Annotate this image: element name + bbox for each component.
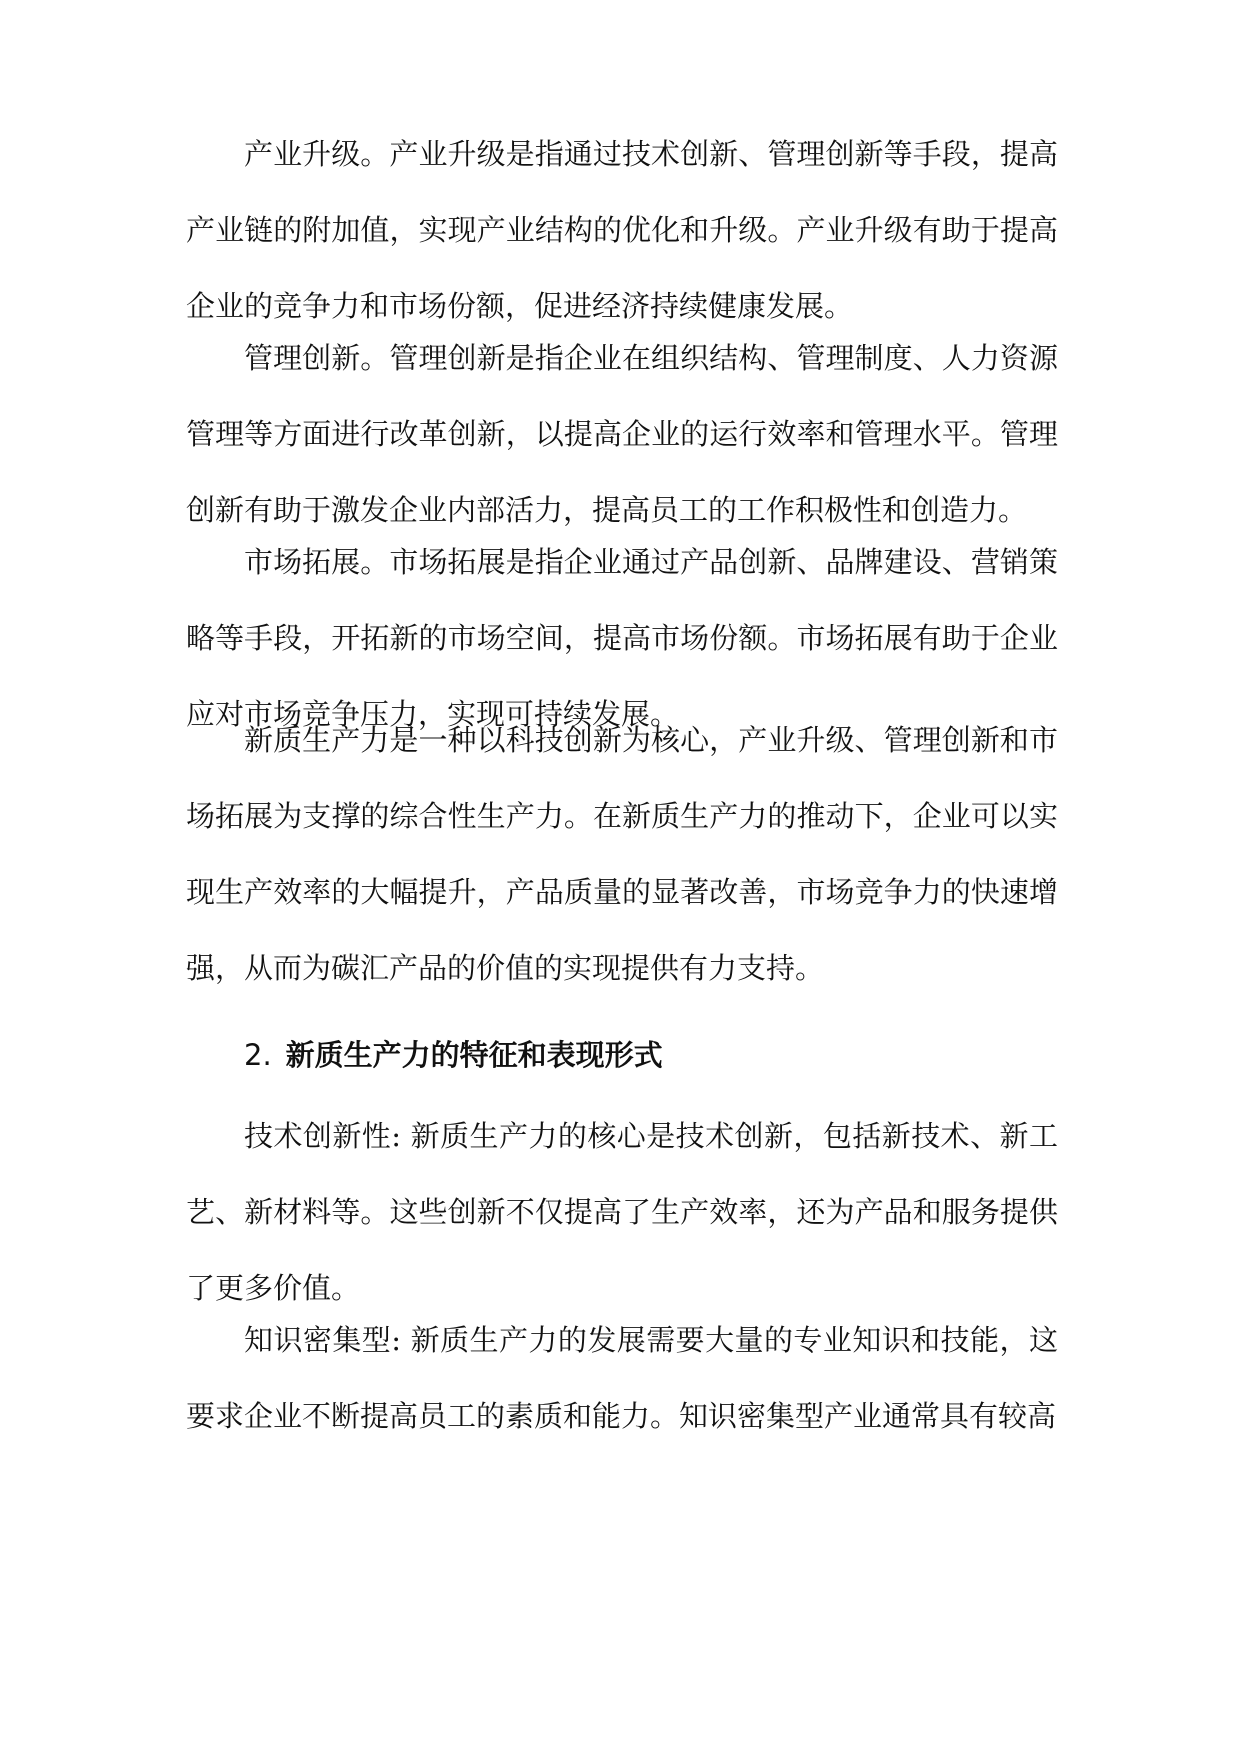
paragraph-technical-innovation: 技术创新性: 新质生产力的核心是技术创新，包括新技术、新工艺、新材料等。这些创新不仅提高了生产效率，还为产品和服务提供了更多价值。 — [186, 1119, 1058, 1305]
paragraph-new-productivity-summary: 新质生产力是一种以科技创新为核心，产业升级、管理创新和市场拓展为支撑的综合性生产力。在新质生产力的推动下，企业可以实现生产效率的大幅提升，产品质量的显著改善，市场竞争力的快速增强，从而为碳汇产品的价值的实现提供有力支持。 — [186, 723, 1058, 985]
document-page — [186, 0, 1058, 1754]
paragraph-industrial-upgrade: 产业升级。产业升级是指通过技术创新、管理创新等手段，提高产业链的附加值，实现产业结构的优化和升级。产业升级有助于提高企业的竞争力和市场份额，促进经济持续健康发展。 — [186, 137, 1058, 323]
section-heading — [244, 1035, 663, 1075]
paragraph-knowledge-intensive: 知识密集型: 新质生产力的发展需要大量的专业知识和技能，这要求企业不断提高员工的素质和能力。知识密集型产业通常具有较高 — [186, 1323, 1058, 1433]
paragraph-market-expansion: 市场拓展。市场拓展是指企业通过产品创新、品牌建设、营销策略等手段，开拓新的市场空间，提高市场份额。市场拓展有助于企业应对市场竞争压力，实现可持续发展。 — [186, 545, 1058, 731]
section-number: 2. — [244, 1038, 272, 1072]
paragraph-management-innovation: 管理创新。管理创新是指企业在组织结构、管理制度、人力资源管理等方面进行改革创新，以提高企业的运行效率和管理水平。管理创新有助于激发企业内部活力，提高员工的工作积极性和创造力。 — [186, 341, 1058, 527]
section-title: 新质生产力的特征和表现形式 — [285, 1038, 663, 1072]
